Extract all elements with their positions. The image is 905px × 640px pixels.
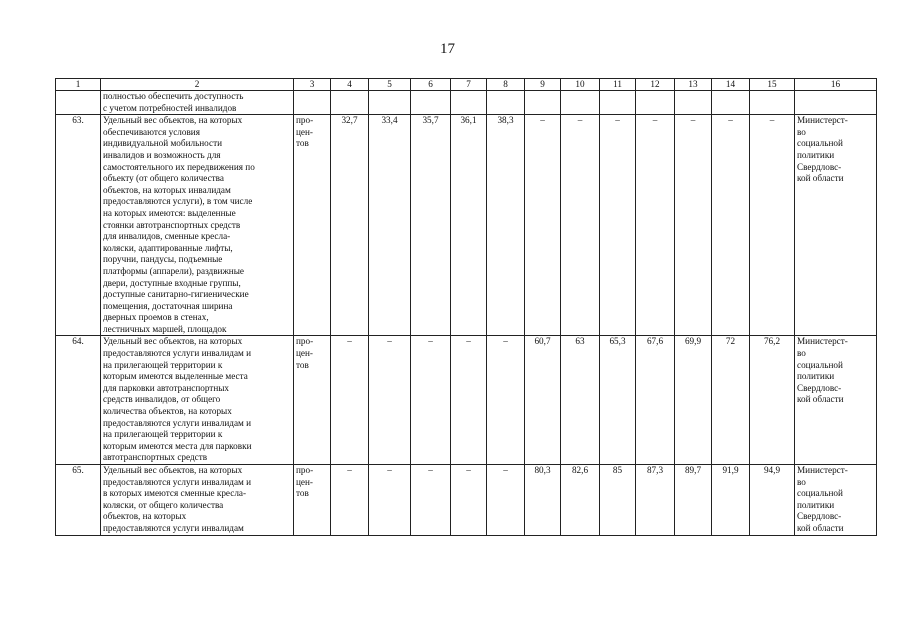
- org-line: политики: [797, 499, 835, 510]
- unit-line: про-: [296, 115, 314, 126]
- value-cell: –: [331, 336, 369, 465]
- org-line: социальной: [797, 359, 843, 370]
- org-line: социальной: [797, 138, 843, 149]
- text-line: с учетом потребностей инвалидов: [103, 102, 237, 113]
- text-line: для парковки автотранспортных: [103, 382, 230, 393]
- org-line: политики: [797, 149, 835, 160]
- text-line: которым имеются выделенные места: [103, 371, 248, 382]
- value-cell: 36,1: [451, 115, 487, 336]
- text-line: полностью обеспечить доступность: [103, 91, 244, 101]
- table-row: [56, 336, 877, 465]
- unit-cell: [294, 115, 331, 336]
- org-line: политики: [797, 371, 835, 382]
- indicators-table: [55, 78, 877, 536]
- org-line: кой области: [797, 522, 844, 533]
- header-cell: 4: [331, 79, 369, 91]
- value-cell: 67,6: [636, 336, 675, 465]
- header-cell: 13: [675, 79, 712, 91]
- indicator-text: [101, 336, 294, 465]
- org-line: кой области: [797, 173, 844, 184]
- page-number: 17: [440, 41, 455, 57]
- value-cell: –: [331, 465, 369, 536]
- header-cell: 16: [795, 79, 877, 91]
- row-number: 64.: [56, 336, 101, 465]
- header-cell: 14: [712, 79, 750, 91]
- continuation-row: [56, 91, 877, 115]
- text-line: автотранспортных средств: [103, 452, 208, 463]
- unit-cell: [294, 465, 331, 536]
- value-cell: 76,2: [750, 336, 795, 465]
- value-cell: 63: [561, 336, 600, 465]
- value-cell: 72: [712, 336, 750, 465]
- table-row: [56, 465, 877, 536]
- text-line: поручни, пандусы, подъемные: [103, 254, 223, 265]
- header-cell: 8: [487, 79, 525, 91]
- text-line: объектов, на которых: [103, 511, 187, 522]
- text-line: Удельный вес объектов, на которых: [103, 465, 243, 475]
- text-line: лестничных маршей, площадок: [103, 323, 227, 334]
- header-cell: 10: [561, 79, 600, 91]
- value-cell: –: [411, 465, 451, 536]
- header-cell: 3: [294, 79, 331, 91]
- value-cell: –: [750, 115, 795, 336]
- value-cell: –: [487, 336, 525, 465]
- responsible-org: [795, 115, 877, 336]
- unit-line: тов: [296, 138, 309, 149]
- text-line: двери, доступные входные группы,: [103, 277, 241, 288]
- header-cell: 15: [750, 79, 795, 91]
- value-cell: –: [712, 115, 750, 336]
- unit-line: тов: [296, 488, 309, 499]
- org-line: во: [797, 126, 806, 137]
- unit-line: цен-: [296, 126, 313, 137]
- text-line: на прилегающей территории к: [103, 429, 223, 440]
- text-line: коляски, от общего количества: [103, 499, 224, 510]
- indicator-text: [101, 91, 294, 115]
- row-number: 65.: [56, 465, 101, 536]
- org-line: кой области: [797, 394, 844, 405]
- header-cell: 9: [525, 79, 561, 91]
- table-row: [56, 115, 877, 336]
- unit-line: цен-: [296, 348, 313, 359]
- text-line: объектов, на которых инвалидам: [103, 184, 231, 195]
- text-line: Удельный вес объектов, на которых: [103, 115, 243, 126]
- org-line: Министерст-: [797, 336, 848, 347]
- indicator-text: [101, 115, 294, 336]
- text-line: на которых имеются: выделенные: [103, 207, 236, 218]
- text-line: инвалидов и возможность для: [103, 149, 221, 160]
- unit-line: про-: [296, 465, 314, 475]
- value-cell: –: [451, 336, 487, 465]
- value-cell: –: [369, 336, 411, 465]
- text-line: для инвалидов, сменные кресла-: [103, 231, 231, 242]
- text-line: платформы (аппарели), раздвижные: [103, 265, 244, 276]
- value-cell: –: [411, 336, 451, 465]
- org-line: Свердловс-: [797, 511, 842, 522]
- value-cell: –: [487, 465, 525, 536]
- text-line: средств инвалидов, от общего: [103, 394, 221, 405]
- text-line: количества объектов, на которых: [103, 406, 232, 417]
- value-cell: 33,4: [369, 115, 411, 336]
- value-cell: 85: [600, 465, 636, 536]
- org-line: Министерст-: [797, 465, 848, 475]
- value-cell: 87,3: [636, 465, 675, 536]
- org-line: социальной: [797, 488, 843, 499]
- text-line: самостоятельного их передвижения по: [103, 161, 255, 172]
- text-line: Удельный вес объектов, на которых: [103, 336, 243, 347]
- text-line: предоставляются услуги), в том числе: [103, 196, 253, 207]
- unit-line: про-: [296, 336, 314, 347]
- org-line: Министерст-: [797, 115, 848, 126]
- text-line: предоставляются услуги инвалидам и: [103, 348, 252, 359]
- value-cell: 60,7: [525, 336, 561, 465]
- unit-line: цен-: [296, 476, 313, 487]
- value-cell: 89,7: [675, 465, 712, 536]
- org-line: Свердловс-: [797, 382, 842, 393]
- value-cell: –: [561, 115, 600, 336]
- value-cell: 69,9: [675, 336, 712, 465]
- text-line: предоставляются услуги инвалидам и: [103, 476, 252, 487]
- text-line: индивидуальной мобильности: [103, 138, 223, 149]
- text-line: предоставляются услуги инвалидам: [103, 522, 244, 533]
- text-line: дверных проемов в стенах,: [103, 312, 209, 323]
- row-number: 63.: [56, 115, 101, 336]
- value-cell: –: [636, 115, 675, 336]
- org-line: Свердловс-: [797, 161, 842, 172]
- text-line: объекту (от общего количества: [103, 173, 224, 184]
- header-cell: 1: [56, 79, 101, 91]
- responsible-org: [795, 336, 877, 465]
- header-cell: 2: [101, 79, 294, 91]
- value-cell: –: [600, 115, 636, 336]
- text-line: которым имеются места для парковки: [103, 440, 252, 451]
- text-line: предоставляются услуги инвалидам и: [103, 417, 252, 428]
- unit-line: тов: [296, 359, 309, 370]
- value-cell: 38,3: [487, 115, 525, 336]
- text-line: обеспечиваются условия: [103, 126, 200, 137]
- value-cell: –: [675, 115, 712, 336]
- indicator-text: [101, 465, 294, 536]
- value-cell: –: [451, 465, 487, 536]
- header-cell: 7: [451, 79, 487, 91]
- value-cell: 32,7: [331, 115, 369, 336]
- org-line: во: [797, 348, 806, 359]
- unit-cell: [294, 336, 331, 465]
- value-cell: 94,9: [750, 465, 795, 536]
- header-cell: 12: [636, 79, 675, 91]
- header-cell: 11: [600, 79, 636, 91]
- text-line: доступные санитарно-гигиенические: [103, 289, 249, 300]
- text-line: стоянки автотранспортных средств: [103, 219, 241, 230]
- column-number-row: [56, 79, 877, 91]
- value-cell: 35,7: [411, 115, 451, 336]
- header-cell: 5: [369, 79, 411, 91]
- value-cell: 65,3: [600, 336, 636, 465]
- value-cell: –: [525, 115, 561, 336]
- text-line: на прилегающей территории к: [103, 359, 223, 370]
- org-line: во: [797, 476, 806, 487]
- value-cell: 91,9: [712, 465, 750, 536]
- value-cell: 80,3: [525, 465, 561, 536]
- text-line: в которых имеются сменные кресла-: [103, 488, 247, 499]
- header-cell: 6: [411, 79, 451, 91]
- text-line: коляски, адаптированные лифты,: [103, 242, 233, 253]
- text-line: помещения, достаточная ширина: [103, 300, 233, 311]
- value-cell: 82,6: [561, 465, 600, 536]
- value-cell: –: [369, 465, 411, 536]
- responsible-org: [795, 465, 877, 536]
